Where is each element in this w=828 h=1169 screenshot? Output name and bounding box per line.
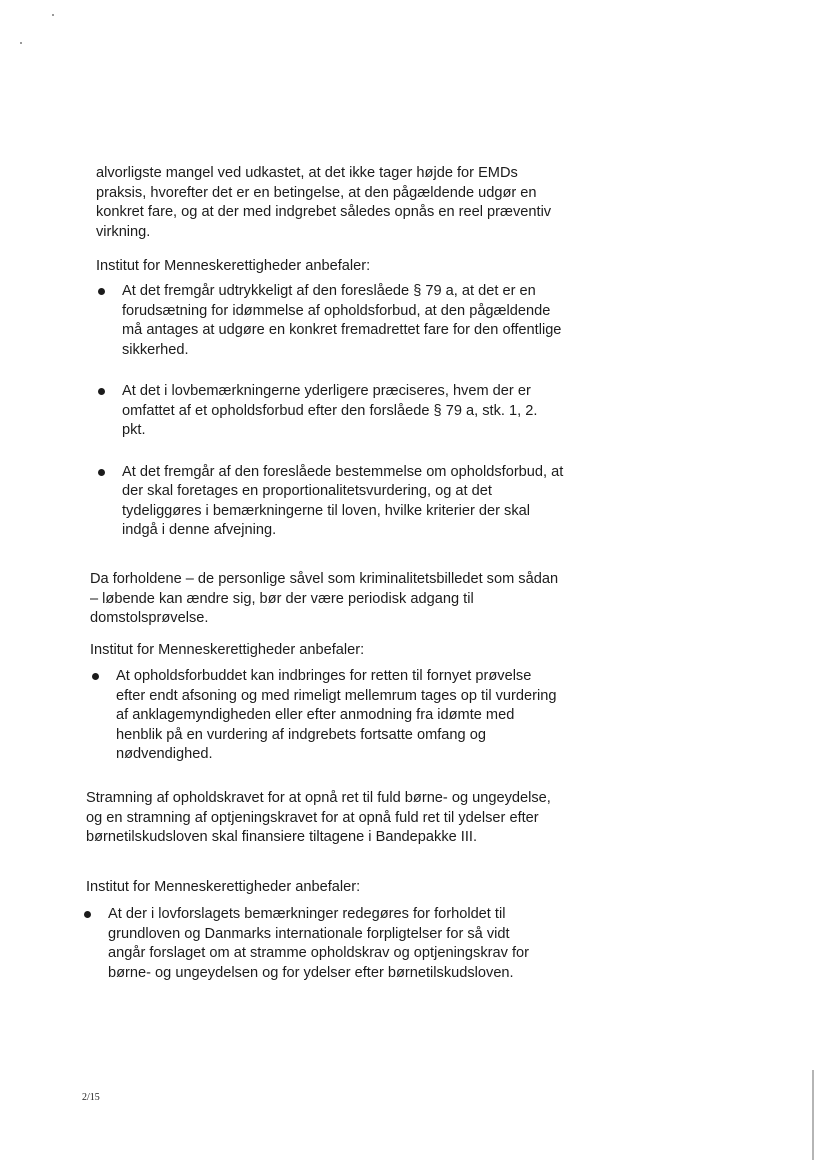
bullet-icon <box>98 288 105 295</box>
bullet-icon <box>92 673 99 680</box>
list-item <box>94 382 564 441</box>
page-number: 2/15 <box>82 1092 100 1103</box>
recommendation-list-3 <box>80 905 550 983</box>
list-item-text: At det fremgår af den foreslåede bestemmelse om opholdsforbud, at der skal foretages en proportionalitetsvurdering, og at det tydeliggøres i bemærkningerne til loven, hvilke kriterier der skal indgå i denne afvejning. <box>122 463 564 538</box>
recommendation-heading-3: Institut for Menneskerettigheder anbefaler: <box>86 879 361 895</box>
list-item <box>94 282 564 360</box>
bullet-icon <box>84 911 91 918</box>
recommendation-heading-1: Institut for Menneskerettigheder anbefaler: <box>96 258 371 274</box>
paragraph-judicial-review: Da forholdene – de personlige såvel som kriminalitetsbilledet som sådan – løbende kan ændre sig, bør der være periodisk adgang til domstolsprøvelse. <box>90 571 559 626</box>
list-item-text: At der i lovforslagets bemærkninger redegøres for forholdet til grundloven og Danmarks internationale forpligtelser for så vidt angår forslaget om at stramme opholdskrav og optjeningskrav for børne- og ungeydelsen og for ydelser efter børnetilskudsloven. <box>108 906 529 981</box>
list-item <box>80 905 550 983</box>
scan-edge-line <box>812 1070 814 1160</box>
scan-speck <box>20 42 22 44</box>
bullet-icon <box>98 388 105 395</box>
recommendation-list-2 <box>88 667 558 765</box>
recommendation-heading-2: Institut for Menneskerettigheder anbefaler: <box>90 642 365 658</box>
scan-speck <box>52 14 54 16</box>
recommendation-list-1 <box>94 282 564 541</box>
paragraph-child-benefit: Stramning af opholdskravet for at opnå ret til fuld børne- og ungeydelse, og en stramning af optjeningskravet for at opnå fuld ret til ydelser efter børnetilskudsloven skal finansiere tiltagene i Bandepakke III. <box>86 790 551 845</box>
bullet-icon <box>98 469 105 476</box>
list-item-text: At det i lovbemærkningerne yderligere præciseres, hvem der er omfattet af et opholdsforbud efter den forslåede § 79 a, stk. 1, 2. pkt. <box>122 383 538 438</box>
list-item-text: At det fremgår udtrykkeligt af den foreslåede § 79 a, at det er en forudsætning for idømmelse af opholdsforbud, at den pågældende må antages at udgøre en konkret fremadrettet fare for den offentlige sikkerhed. <box>122 283 562 358</box>
list-item <box>94 463 564 541</box>
list-item <box>88 667 558 765</box>
list-item-text: At opholdsforbuddet kan indbringes for retten til fornyet prøvelse efter endt afsoning og med rimeligt mellemrum tages op til vurdering af anklagemyndigheden eller efter anmodning fra idømte med henblik på en vurdering af indgrebets fortsatte omfang og nødvendighed. <box>116 668 557 762</box>
paragraph-emd-practice: alvorligste mangel ved udkastet, at det ikke tager højde for EMDs praksis, hvorefter det er en betingelse, at den pågældende udgør en konkret fare, og at der med indgrebet således opnås en reel præventiv virkning. <box>96 165 552 240</box>
